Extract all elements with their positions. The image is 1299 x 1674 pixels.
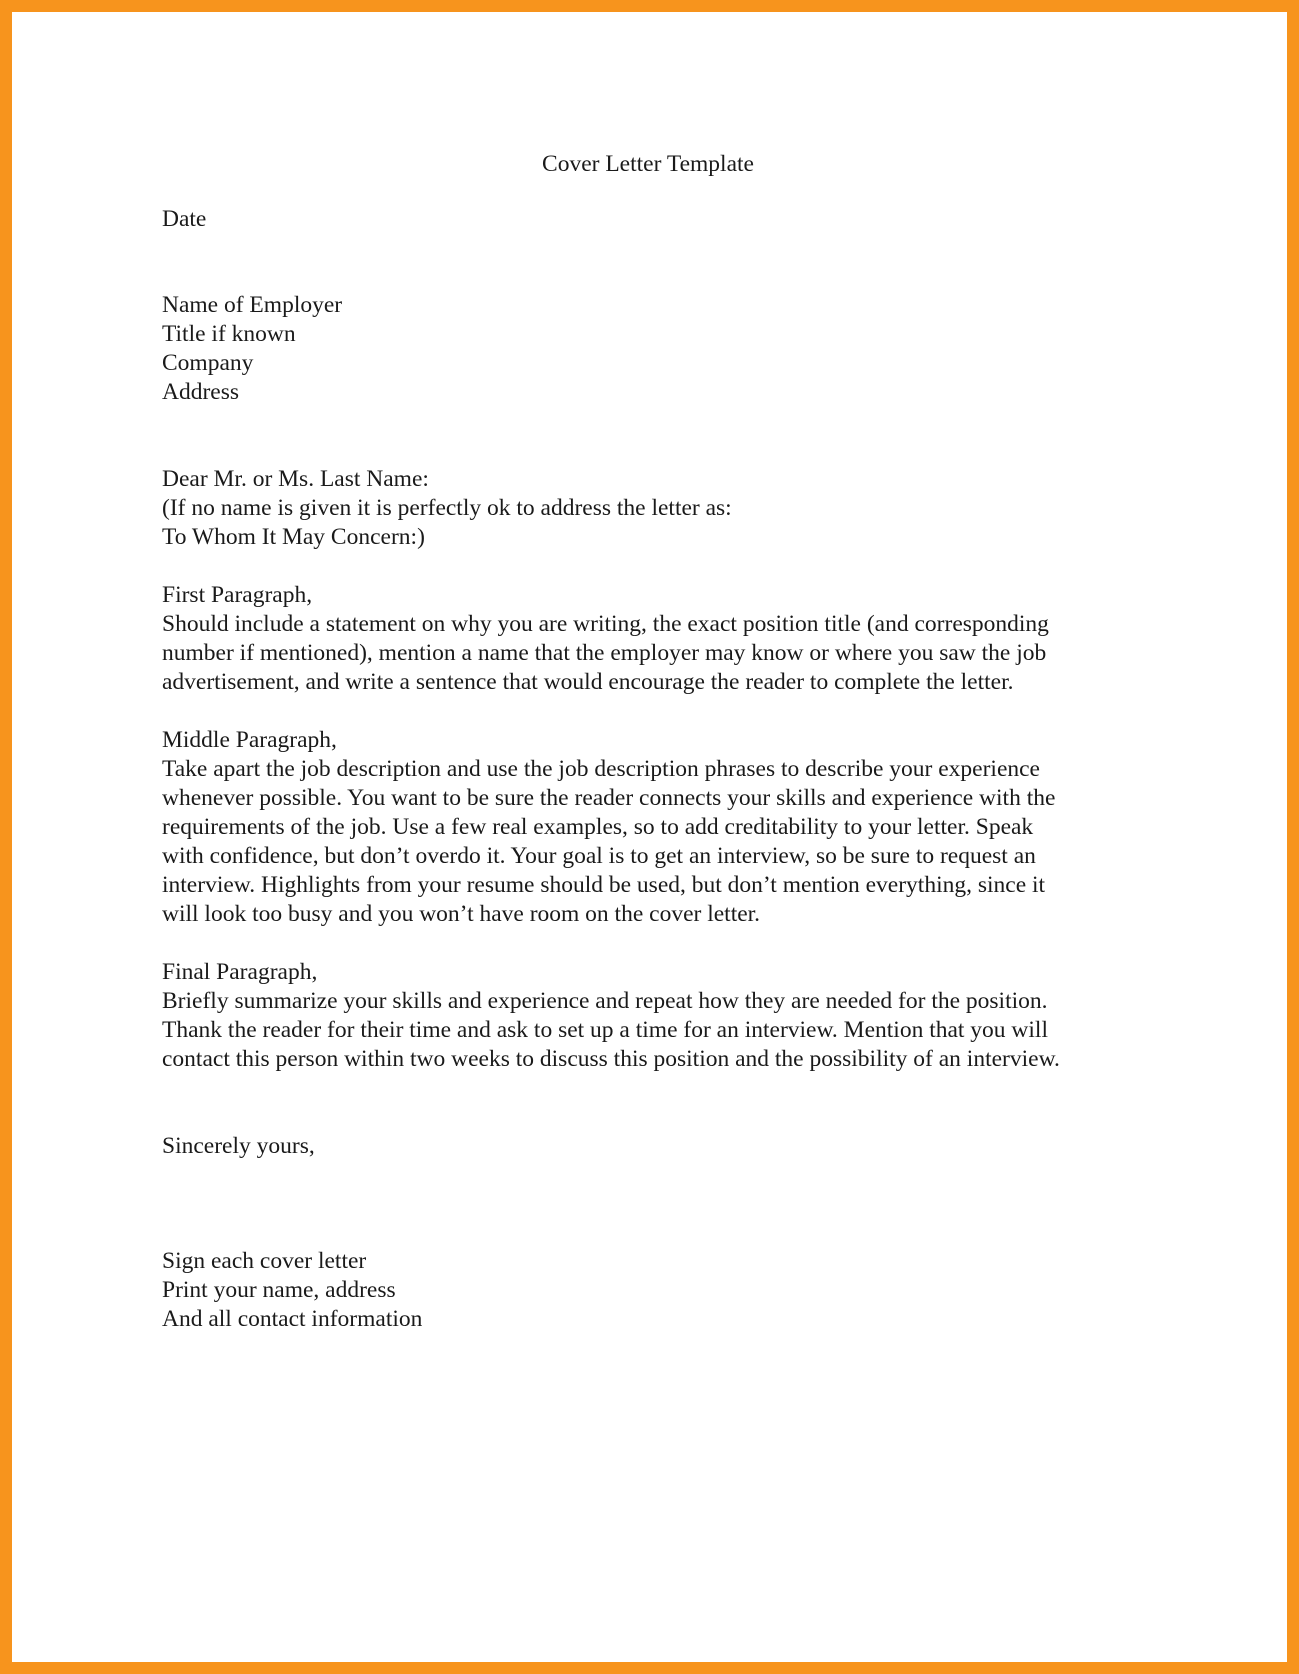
document-title: Cover Letter Template [542,151,754,177]
paragraph-line: with confidence, but don’t overdo it. Your goal is to get an interview, so be sure to request an [162,843,1036,869]
salutation-line: Dear Mr. or Ms. Last Name: [162,466,429,492]
signature-line: Sign each cover letter [162,1248,367,1274]
paragraph-line: Should include a statement on why you are writing, the exact position title (and corresponding [162,611,1049,637]
cover-letter [162,150,1142,1334]
recipient-name: Name of Employer [162,292,343,318]
paragraph-line: number if mentioned), mention a name that the employer may know or where you saw the job [162,640,1047,666]
date-line: Date [162,206,207,232]
signature-line: Print your name, address [162,1277,396,1303]
signature-line: And all contact information [162,1306,423,1332]
paragraph-line: Thank the reader for their time and ask to set up a time for an interview. Mention that you will [162,1017,1048,1043]
paragraph-line: contact this person within two weeks to discuss this position and the possibility of an interview. [162,1046,1060,1072]
paragraph-line: advertisement, and write a sentence that would encourage the reader to complete the letter. [162,669,1014,695]
salutation-note: (If no name is given it is perfectly ok to address the letter as: [162,495,732,521]
salutation-block [162,465,1142,552]
final-paragraph [162,958,1142,1074]
recipient-company: Company [162,350,254,376]
middle-paragraph [162,726,1142,929]
paragraph-line: Briefly summarize your skills and experience and repeat how they are needed for the position. [162,988,1048,1014]
paragraph-line: requirements of the job. Use a few real examples, so to add creditability to your letter. Speak [162,814,1034,840]
paragraph-heading: Final Paragraph, [162,959,318,985]
first-paragraph [162,581,1142,697]
recipient-title: Title if known [162,321,296,347]
recipient-address: Address [162,379,240,405]
recipient-block [162,291,1142,407]
signature-block [162,1247,1142,1334]
paragraph-line: Take apart the job description and use the job description phrases to describe your experience [162,756,1040,782]
paragraph-heading: First Paragraph, [162,582,313,608]
paragraph-heading: Middle Paragraph, [162,727,337,753]
salutation-note: To Whom It May Concern:) [162,524,425,550]
closing-line: Sincerely yours, [162,1133,315,1159]
paragraph-line: whenever possible. You want to be sure the reader connects your skills and experience with the [162,785,1056,811]
paragraph-line: will look too busy and you won’t have room on the cover letter. [162,901,761,927]
paragraph-line: interview. Highlights from your resume should be used, but don’t mention everything, since it [162,872,1046,898]
